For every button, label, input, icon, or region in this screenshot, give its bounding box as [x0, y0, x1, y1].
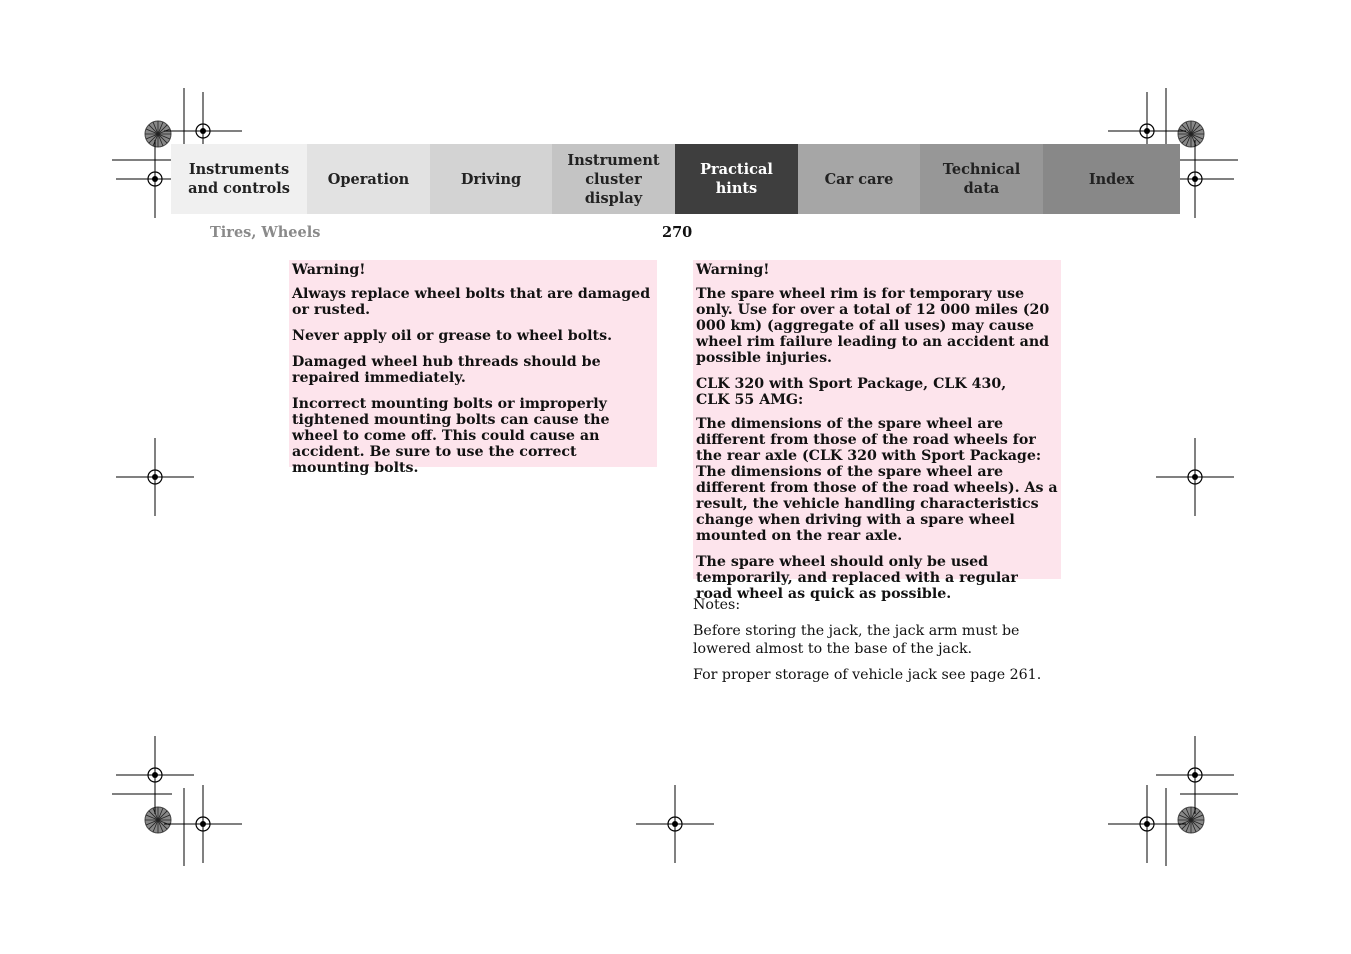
- tab-car-care[interactable]: [798, 144, 920, 214]
- warning-paragraph: Damaged wheel hub threads should be repaired immediately.: [292, 354, 601, 386]
- warning-title: Warning!: [292, 262, 366, 278]
- tab-technical-data[interactable]: [920, 144, 1043, 214]
- warning-paragraph: The dimensions of the spare wheel are different from those of the road wheels for the rear axle (CLK 320 with Sport Package: The dimensions of the spare wheel are different from those of the road wheels). As a result, the vehicle handling characteristics change when driving with a spare wheel mounted on the rear axle.: [696, 416, 1058, 544]
- warning-box-spare-wheel: [693, 260, 1061, 602]
- tab-label-line1: Technical: [942, 161, 1021, 178]
- tab-instrument-cluster-display[interactable]: [552, 144, 675, 214]
- tab-index[interactable]: [1043, 144, 1180, 214]
- warning-model-list: [696, 376, 1058, 408]
- tab-practical-hints[interactable]: [675, 144, 798, 214]
- notes-title: Notes:: [693, 597, 741, 613]
- tab-label: Index: [1088, 170, 1135, 188]
- notes-section: [693, 596, 1061, 692]
- tab-label: Car care: [824, 170, 894, 188]
- notes-paragraph: Before storing the jack, the jack arm must be lowered almost to the base of the jack.: [693, 623, 1020, 657]
- warning-model-line: CLK 320 with Sport Package, CLK 430,: [696, 376, 1007, 392]
- tab-label: Practical hints: [700, 161, 773, 197]
- tab-label-line1: Instrument: [567, 151, 660, 169]
- tab-instruments-and-controls[interactable]: [171, 144, 307, 214]
- tab-label-line1: Instruments: [188, 161, 290, 178]
- tab-label: Operation: [327, 170, 410, 188]
- warning-paragraph: Always replace wheel bolts that are damaged or rusted.: [292, 286, 651, 318]
- warning-paragraph: The spare wheel should only be used temporarily, and replaced with a regular road wheel as quick as possible.: [696, 554, 1018, 602]
- warning-model-line: CLK 55 AMG:: [696, 392, 804, 408]
- warning-paragraph: The spare wheel rim is for temporary use only. Use for over a total of 12 000 miles (20 000 km) (aggregate of all uses) may cause wheel rim failure leading to an accident and possible injuries.: [696, 286, 1050, 366]
- tab-label-line2: data: [963, 180, 1000, 197]
- tab-label-line2: cluster display: [584, 170, 643, 207]
- tab-driving[interactable]: [430, 144, 552, 214]
- chapter-tab-bar: [171, 144, 1180, 214]
- tab-label: Driving: [460, 170, 522, 188]
- tab-operation[interactable]: [307, 144, 430, 214]
- warning-box-wheel-bolts: [289, 260, 657, 476]
- warning-title: Warning!: [696, 262, 770, 278]
- warning-paragraph: Never apply oil or grease to wheel bolts.: [292, 328, 613, 344]
- warning-paragraph: Incorrect mounting bolts or improperly tightened mounting bolts can cause the wheel to come off. This could cause an accident. Be sure to use the correct mounting bolts.: [292, 396, 610, 476]
- page-number: 270: [662, 224, 693, 241]
- tab-label-line2: and controls: [188, 180, 290, 197]
- section-title: Tires, Wheels: [210, 224, 321, 241]
- notes-paragraph: For proper storage of vehicle jack see page 261.: [693, 667, 1042, 683]
